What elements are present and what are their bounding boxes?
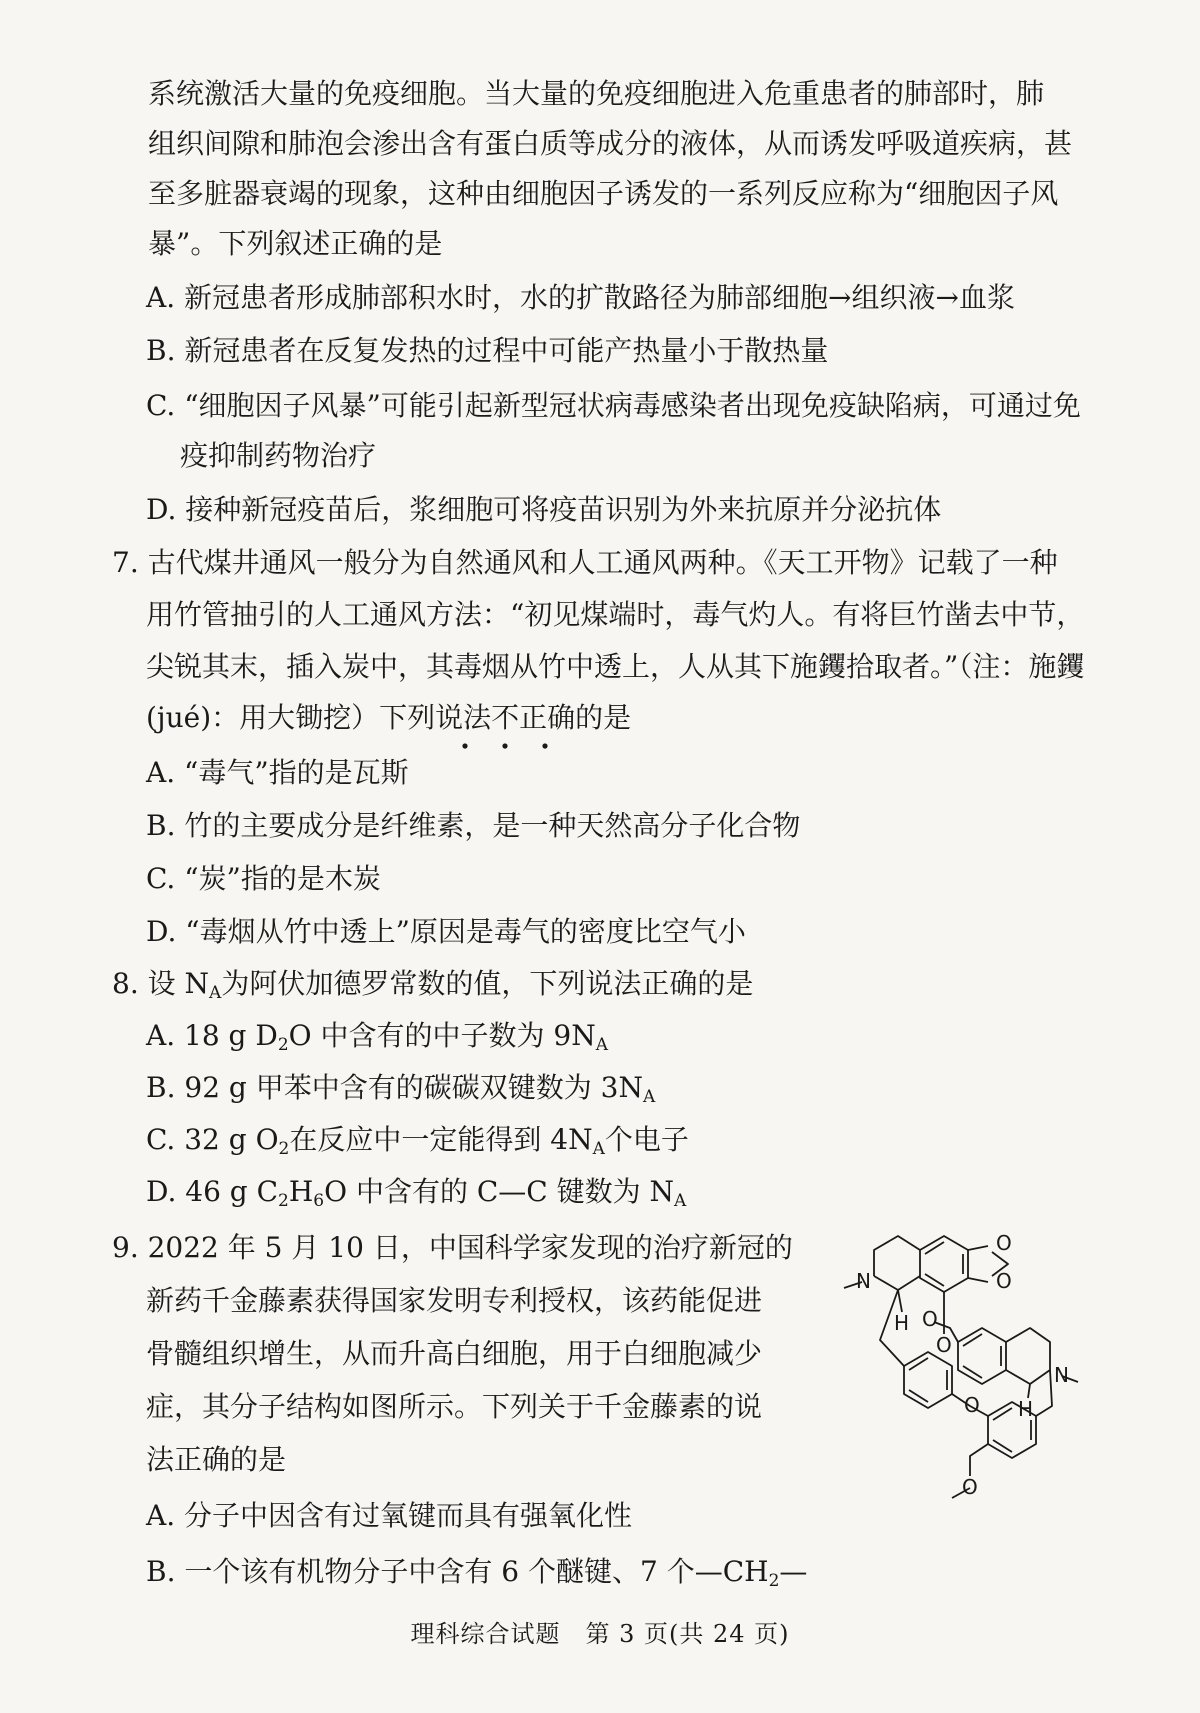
q8-b-sub-a: A <box>642 1087 656 1107</box>
q8-d-sub-a: A <box>674 1191 687 1211</box>
q9-b-part-1: B. 一个该有机物分子中含有 6 个醚键、7 个—CH <box>146 1555 769 1588</box>
q8-b-part-1: B. 92 g 甲苯中含有的碳碳双键数为 3N <box>146 1071 643 1104</box>
q8-a-sub-a: A <box>595 1035 609 1055</box>
q6-option-c: C. “细胞因子风暴”可能引起新型冠状病毒感染者出现免疫缺陷病，可通过免 <box>146 389 1081 422</box>
q7-stem-line-3: 尖锐其末，插入炭中，其毒烟从竹中透上，人从其下施钁拾取者。”（注：施钁 <box>146 650 1085 683</box>
q8-c-part-2: 在反应中一定能得到 4N <box>289 1123 593 1156</box>
q9-option-a: A. 分子中因含有过氧键而具有强氧化性 <box>146 1499 633 1532</box>
q6-stem-line-2: 组织间隙和肺泡会渗出含有蛋白质等成分的液体，从而诱发呼吸道疾病，甚 <box>148 127 1073 160</box>
q6-stem-line-1: 系统激活大量的免疫细胞。当大量的免疫细胞进入危重患者的肺部时，肺 <box>148 77 1045 110</box>
q8-stem-post: 为阿伏加德罗常数的值，下列说法正确的是 <box>221 967 754 1000</box>
q8-a-part-1: A. 18 g D <box>146 1019 278 1052</box>
molecular-structure-diagram <box>838 1230 1138 1520</box>
q6-stem-line-3: 至多脏器衰竭的现象，这种由细胞因子诱发的一系列反应称为“细胞因子风 <box>148 177 1059 210</box>
q9-b-sub: 2 <box>768 1571 780 1591</box>
atom-n-upper: N <box>856 1269 871 1293</box>
atom-o-methoxy-upper: O <box>922 1307 938 1331</box>
q9-stem-line-4: 症，其分子结构如图所示。下列关于千金藤素的说 <box>146 1390 763 1423</box>
q9-stem-line-1: 9. 2022 年 5 月 10 日，中国科学家发现的治疗新冠的 <box>112 1231 793 1264</box>
atom-n-lower: N <box>1054 1363 1069 1387</box>
atom-h-lower: H <box>1018 1397 1034 1421</box>
atom-h-upper: H <box>894 1311 910 1335</box>
q9-option-b <box>146 1554 807 1599</box>
q8-d-sub-2: 2 <box>278 1191 289 1211</box>
q9-stem-line-5: 法正确的是 <box>146 1443 287 1476</box>
q8-c-sub-2: 2 <box>278 1139 290 1159</box>
q8-d-part-1: D. 46 g C <box>146 1175 279 1208</box>
q7-option-c: C. “炭”指的是木炭 <box>146 862 381 895</box>
atom-o-bridge: O <box>936 1333 952 1357</box>
q7-stem-line-1: 7. 古代煤井通风一般分为自然通风和人工通风两种。《天工开物》记载了一种 <box>112 546 1058 579</box>
atom-o-2: O <box>996 1269 1012 1293</box>
q7-option-b: B. 竹的主要成分是纤维素，是一种天然高分子化合物 <box>146 809 801 842</box>
q6-option-c-cont: 疫抑制药物治疗 <box>180 439 377 472</box>
emphasis-dots <box>455 740 565 752</box>
q9-stem-line-3: 骨髓组织增生，从而升高白细胞，用于白细胞减少 <box>146 1337 763 1370</box>
q6-stem-line-4: 暴”。下列叙述正确的是 <box>148 227 443 260</box>
q8-stem-sub: A <box>209 983 222 1003</box>
q8-option-d <box>146 1174 686 1219</box>
atom-o-methoxy-lower: O <box>962 1475 978 1499</box>
q8-a-sub-2: 2 <box>277 1035 289 1055</box>
q8-stem-pre: 8. 设 N <box>112 967 210 1000</box>
q8-d-part-3: O 中含有的 C—C 键数为 N <box>324 1175 675 1208</box>
page-footer: 理科综合试题 第 3 页(共 24 页) <box>410 1620 790 1648</box>
q8-option-a <box>146 1018 608 1063</box>
q7-stem-line-4: (jué)：用大锄挖）下列说法不正确的是 <box>146 701 632 734</box>
q6-option-a: A. 新冠患者形成肺部积水时，水的扩散路径为肺部细胞→组织液→血浆 <box>146 281 1015 314</box>
atom-o-ether: O <box>964 1393 980 1417</box>
q8-stem <box>112 966 753 1011</box>
q7-stem-line-2: 用竹管抽引的人工通风方法：“初见煤端时，毒气灼人。有将巨竹凿去中节， <box>146 598 1085 631</box>
q8-c-part-1: C. 32 g O <box>146 1123 279 1156</box>
q8-a-part-2: O 中含有的中子数为 9N <box>288 1019 596 1052</box>
q8-option-c <box>146 1122 689 1167</box>
q8-option-b <box>146 1070 655 1115</box>
q7-option-a: A. “毒气”指的是瓦斯 <box>146 756 409 789</box>
q6-option-d: D. 接种新冠疫苗后，浆细胞可将疫苗识别为外来抗原并分泌抗体 <box>146 493 942 526</box>
q8-d-sub-6: 6 <box>313 1191 325 1211</box>
atom-o-1: O <box>996 1231 1012 1255</box>
q7-option-d: D. “毒烟从竹中透上”原因是毒气的密度比空气小 <box>146 915 746 948</box>
q6-option-b: B. 新冠患者在反复发热的过程中可能产热量小于散热量 <box>146 334 829 367</box>
q8-d-part-2: H <box>288 1175 314 1208</box>
q8-c-part-3: 个电子 <box>604 1123 689 1156</box>
q9-b-part-2: — <box>779 1555 808 1588</box>
q8-c-sub-a: A <box>592 1139 605 1159</box>
q9-stem-line-2: 新药千金藤素获得国家发明专利授权，该药能促进 <box>146 1284 763 1317</box>
